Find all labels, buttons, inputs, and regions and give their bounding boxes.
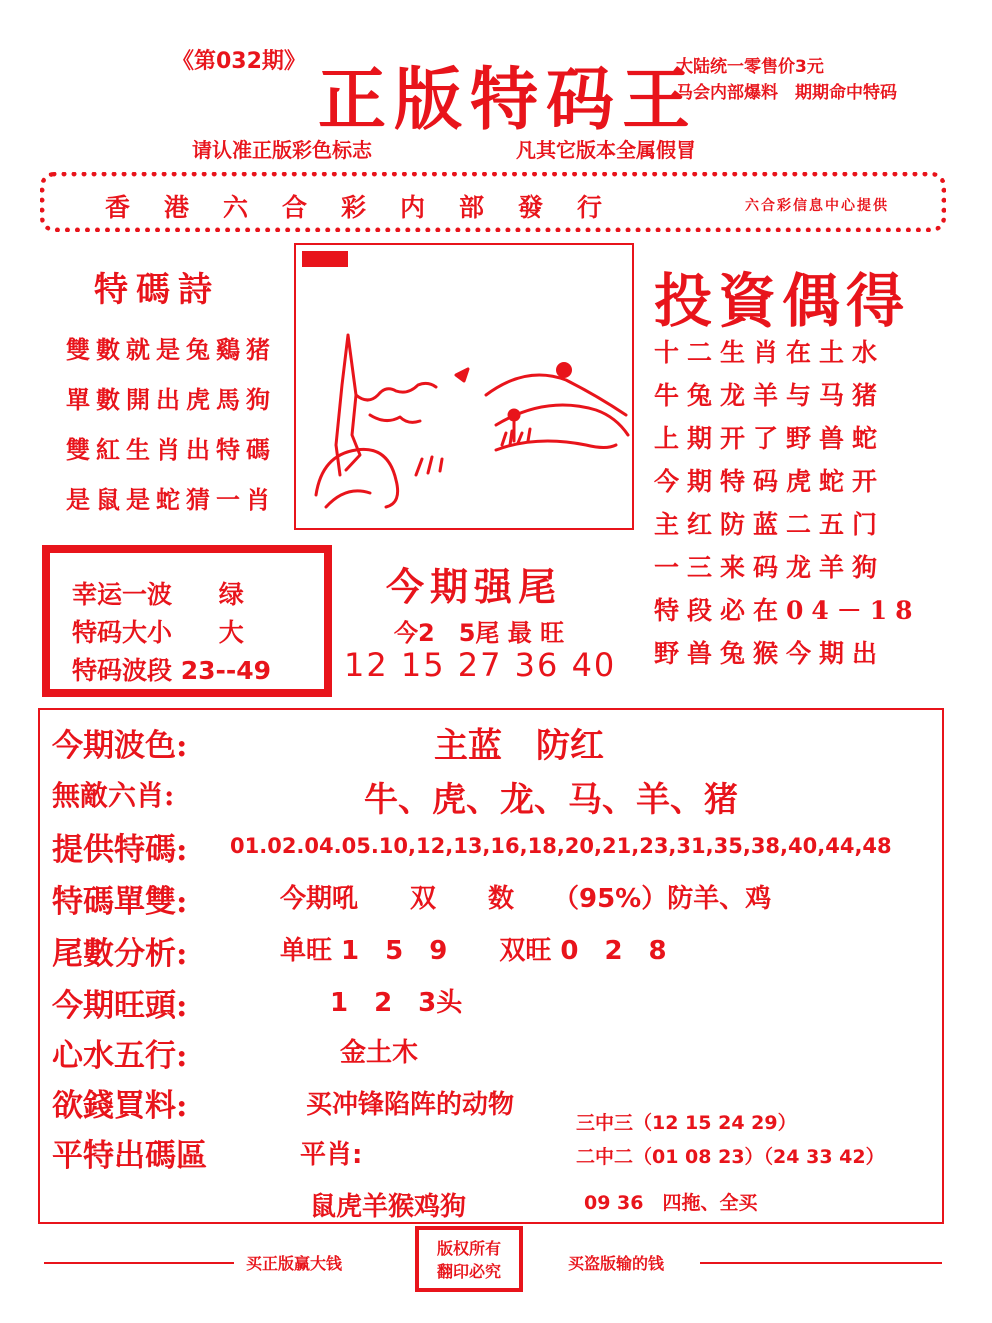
- lucky-value: 23--49: [180, 656, 272, 685]
- lucky-label: 特码波段: [72, 656, 173, 685]
- invest-line: 十二生肖在土水: [654, 338, 886, 367]
- lucky-value: 绿: [218, 580, 244, 609]
- publisher-banner: [40, 172, 946, 232]
- odd-even-value: 今期吼 双 数 （95%）防羊、鸡: [280, 884, 772, 914]
- invest-line: 上期开了野兽蛇: [654, 424, 886, 453]
- banner-text: 香港六合彩内部發行: [105, 193, 637, 222]
- poem-title: 特碼詩: [94, 270, 220, 310]
- tail-analysis-value: 单旺 1 5 9 双旺 0 2 8: [280, 936, 667, 966]
- invest-title: 投資偶得: [654, 267, 911, 335]
- prediction-table: [38, 708, 944, 1224]
- invest-line: 牛兔龙羊与马猪: [654, 381, 886, 410]
- invest-line: 野兽兔猴今期出: [654, 639, 886, 668]
- wave-color-value: 主蓝 防红: [434, 726, 604, 766]
- buy-tip-value: 买冲锋陷阵的动物: [306, 1090, 515, 1120]
- authentic-notice: 请认准正版彩色标志: [192, 138, 372, 162]
- banner-note: 六合彩信息中心提供: [745, 198, 889, 214]
- copyright-line: 翻印必究: [436, 1262, 501, 1281]
- seal-stamp: [302, 251, 348, 267]
- footer-divider-right: [700, 1262, 942, 1264]
- poem-line: 雙數就是兔鷄猪: [66, 335, 276, 364]
- copyright-line: 版权所有: [436, 1239, 501, 1258]
- invest-line: 今期特码虎蛇开: [654, 467, 886, 496]
- six-zodiac-value: 牛、虎、龙、马、羊、猪: [364, 780, 738, 820]
- landscape-illustration: [294, 243, 634, 530]
- lucky-row: [72, 613, 244, 649]
- lucky-value: 大: [218, 618, 244, 647]
- special-codes-label: 提供特碼:: [52, 832, 188, 868]
- lucky-info-box: [42, 545, 332, 697]
- strong-tail-title: 今期强尾: [386, 564, 563, 609]
- footer-divider-left: [44, 1262, 234, 1264]
- odd-even-label: 特碼單雙:: [52, 884, 188, 920]
- sun-shape: [556, 362, 572, 378]
- invest-line: 特段必在04－18: [654, 596, 921, 625]
- buy-tip-label: 欲錢買料:: [52, 1088, 188, 1124]
- combo-drag: 09 36 四拖、全买: [584, 1192, 758, 1214]
- poem-line: 是鼠是蛇猜一肖: [66, 485, 276, 514]
- five-elements-label: 心水五行:: [52, 1038, 188, 1074]
- special-codes-value: 01.02.04.05.10,12,13,16,18,20,21,23,31,35,38,40,44,48: [230, 834, 892, 858]
- lucky-label: 幸运一波: [72, 580, 173, 609]
- six-zodiac-label: 無敵六肖:: [52, 779, 175, 812]
- page-title: 正版特码王: [318, 60, 699, 140]
- issue-number: 《第032期》: [172, 49, 306, 74]
- five-elements-value: 金土木: [340, 1038, 419, 1068]
- lucky-label: 特码大小: [72, 618, 173, 647]
- invest-line: 主红防蓝二五门: [654, 510, 886, 539]
- landscape-drawing: [296, 245, 636, 532]
- tagline-text: 马会内部爆料 期期命中特码: [676, 83, 897, 103]
- strong-tail-numbers: 12 15 27 36 40: [344, 646, 617, 684]
- combo-two: 二中二（01 08 23）（24 33 42）: [576, 1146, 885, 1168]
- flat-zodiac-animals: 鼠虎羊猴鸡狗: [310, 1192, 467, 1222]
- lucky-row: [72, 651, 271, 687]
- copyright-box: [415, 1226, 523, 1292]
- combo-three: 三中三（12 15 24 29）: [576, 1112, 797, 1134]
- invest-line: 一三来码龙羊狗: [654, 553, 886, 582]
- counterfeit-notice: 凡其它版本全属假冒: [516, 138, 696, 162]
- wave-color-label: 今期波色:: [52, 728, 188, 764]
- poem-line: 雙紅生肖出特碼: [66, 435, 276, 464]
- strong-tail-sub: 今2 5尾 最 旺: [394, 619, 565, 647]
- price-text: 大陆统一零售价3元: [676, 57, 824, 77]
- flat-zone-label: 平特出碼區: [52, 1138, 207, 1174]
- footer-right-slogan: 买盗版输的钱: [568, 1254, 665, 1273]
- flat-zodiac-label: 平肖:: [300, 1140, 363, 1170]
- poem-line: 單數開出虎馬狗: [66, 385, 276, 414]
- footer-left-slogan: 买正版赢大钱: [246, 1254, 343, 1273]
- tail-analysis-label: 尾數分析:: [52, 936, 188, 972]
- hot-head-value: 1 2 3头: [330, 988, 463, 1018]
- hot-head-label: 今期旺頭:: [52, 988, 188, 1024]
- lucky-row: [72, 575, 244, 611]
